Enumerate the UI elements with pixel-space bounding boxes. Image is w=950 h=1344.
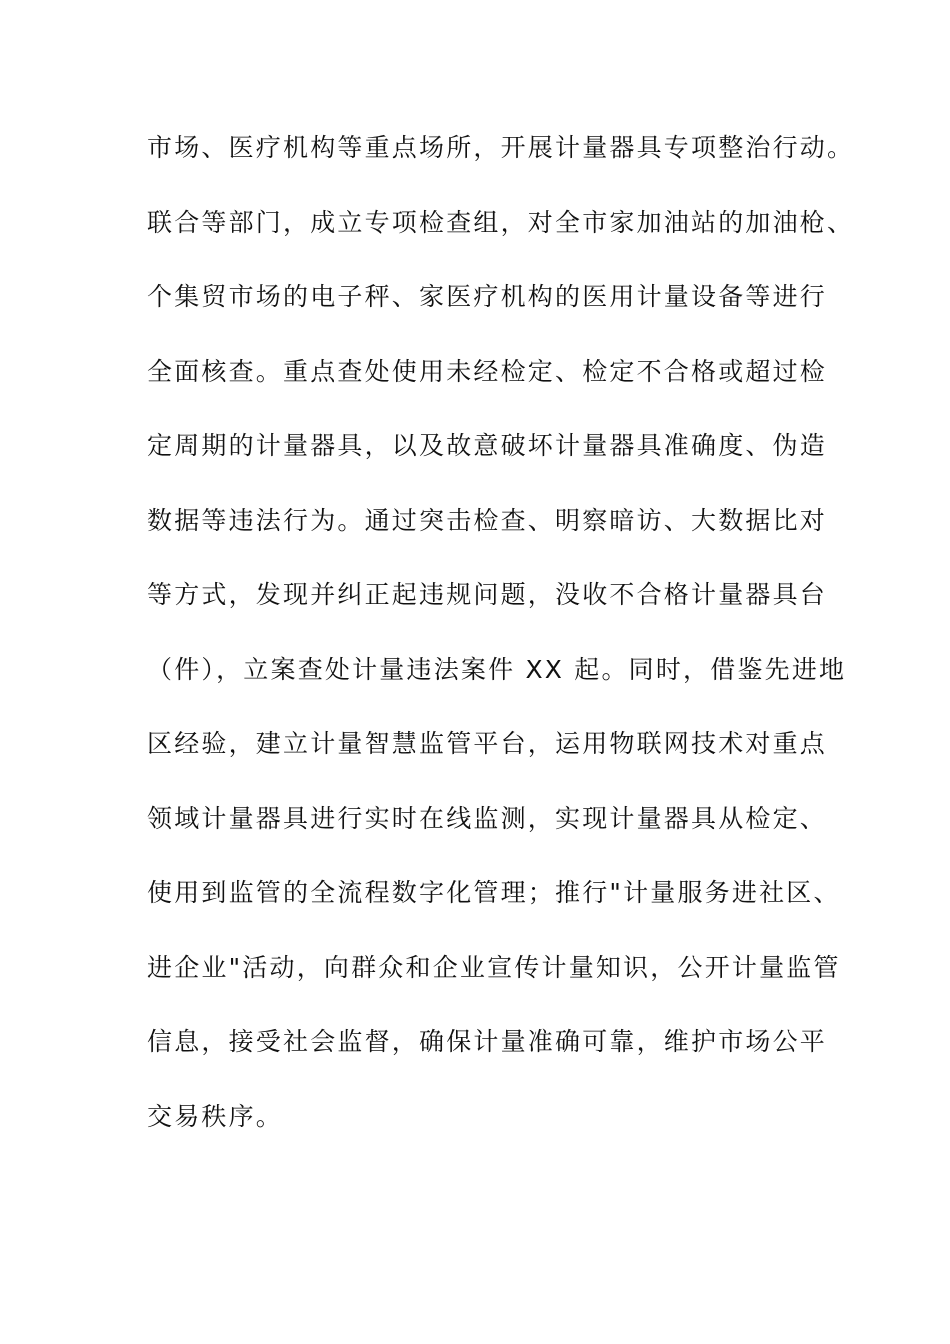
paragraph-line: 定周期的计量器具，以及故意破坏计量器具准确度、伪造 bbox=[147, 431, 828, 460]
paragraph-line: 区经验，建立计量智慧监管平台，运用物联网技术对重点 bbox=[147, 729, 828, 758]
paragraph-line: 使用到监管的全流程数字化管理；推行"计量服务进社区、 bbox=[147, 878, 841, 907]
paragraph-line: 交易秩序。 bbox=[147, 1101, 284, 1131]
paragraph-line: （件），立案查处计量违法案件 XX 起。同时，借鉴先进地 bbox=[147, 654, 847, 684]
paragraph-line: 领域计量器具进行实时在线监测，实现计量器具从检定、 bbox=[147, 803, 828, 833]
paragraph-line: 全面核查。重点查处使用未经检定、检定不合格或超过检 bbox=[147, 356, 828, 386]
paragraph-line: 联合等部门，成立专项检查组，对全市家加油站的加油枪、 bbox=[147, 207, 855, 237]
paragraph-line: 数据等违法行为。通过突击检查、明察暗访、大数据比对 bbox=[147, 505, 828, 535]
paragraph-line: 信息，接受社会监督，确保计量准确可靠，维护市场公平 bbox=[147, 1027, 828, 1056]
paragraph-line: 等方式，发现并纠正起违规问题，没收不合格计量器具台 bbox=[147, 580, 828, 609]
paragraph-line: 个集贸市场的电子秤、家医疗机构的医用计量设备等进行 bbox=[147, 282, 828, 311]
body-paragraph bbox=[147, 127, 855, 1170]
paragraph-line: 市场、医疗机构等重点场所，开展计量器具专项整治行动。 bbox=[147, 133, 855, 162]
paragraph-line: 进企业"活动，向群众和企业宣传计量知识，公开计量监管 bbox=[147, 952, 841, 982]
